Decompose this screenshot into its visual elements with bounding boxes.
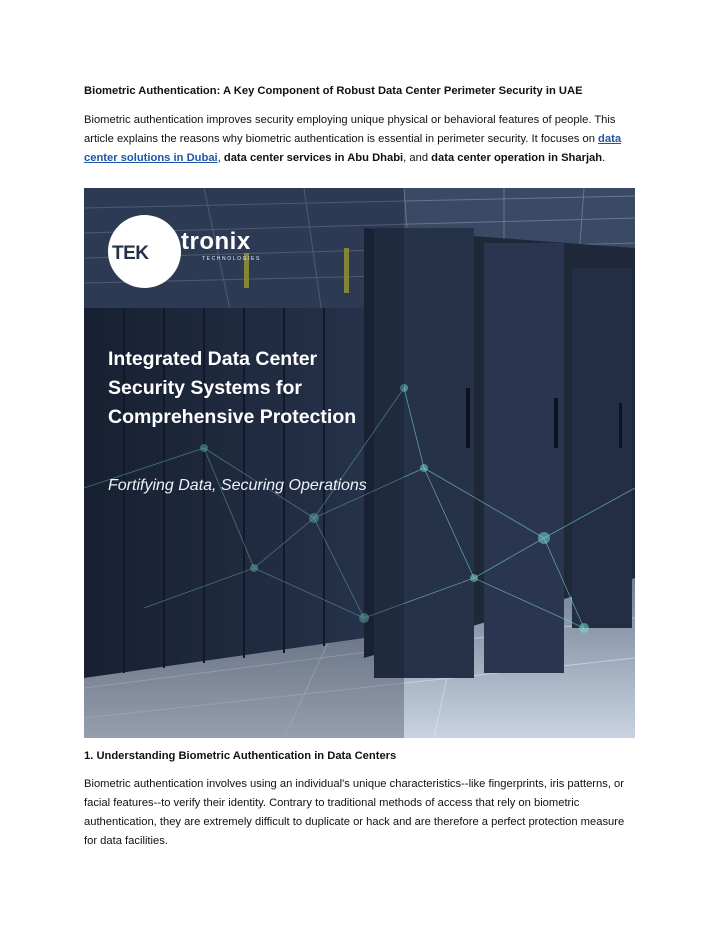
hero-subline: Fortifying Data, Securing Operations <box>108 477 367 494</box>
intro-comma: , <box>217 152 224 164</box>
article-title: Biometric Authentication: A Key Component of Robust Data Center Perimeter Security in UAE <box>84 85 583 97</box>
hero-headline: Integrated Data Center Security Systems for Comprehensive Protection <box>108 348 357 428</box>
logo-wordmark: tronix <box>181 228 251 255</box>
hero-image <box>84 188 635 738</box>
section-heading: 1. Understanding Biometric Authentication in Data Centers <box>84 750 397 762</box>
intro-paragraph <box>84 111 640 168</box>
data-center-solutions-dubai-link[interactable]: data center solutions in Dubai <box>84 133 622 164</box>
sharjah-operation-text: data center operation in Sharjah <box>431 152 603 164</box>
intro-and: , and <box>403 152 432 164</box>
logo-badge <box>108 215 181 288</box>
abu-dhabi-services-text: data center services in Abu Dhabi <box>223 152 404 164</box>
logo-subtitle: TECHNOLOGIES <box>202 256 261 262</box>
logo-mark: TEK <box>112 243 149 264</box>
intro-text: Biometric authentication improves security employing unique physical or behavioral features of people. This article explains the reasons why biometric authentication is essential in perimeter security. It focuses on <box>84 114 616 145</box>
intro-end: . <box>602 152 606 164</box>
document-body <box>84 84 640 168</box>
section-paragraph: Biometric authentication involves using an individual's unique characteristics--like fingerprints, iris patterns, or facial features--to verify their identity. Contrary to traditional methods of access that rely on biometric authentication, they are extremely difficult to duplicate or hack and are therefore a perfect protection measure for data facilities. <box>84 778 625 847</box>
